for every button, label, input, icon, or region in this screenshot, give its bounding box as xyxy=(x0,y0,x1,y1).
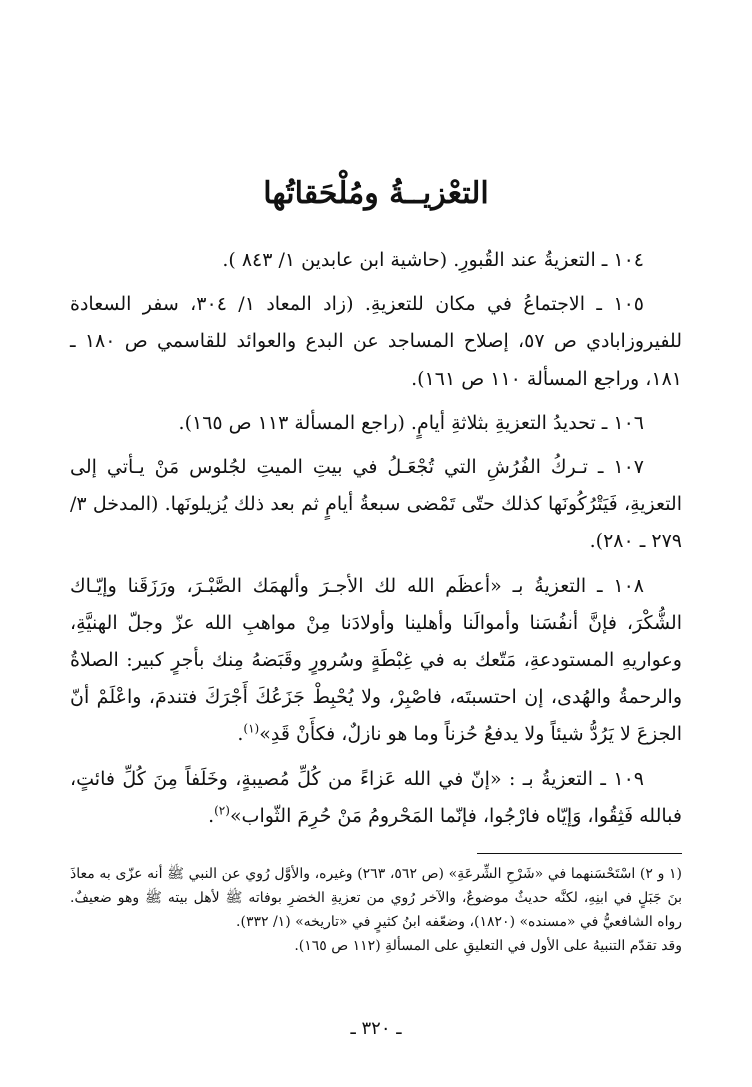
main-text xyxy=(70,242,682,842)
paragraph-107: ١٠٧ ـ تـركُ الفُرُشِ التي تُجْعَـلُ في بيتِ الميتِ لجُلوس مَنْ يـأتي إلى التعزيةِ، فَيَتْرُكُونَها كذلك حتّى تَمْضى سبعةُ أيامٍ ثم بعد ذلك يُزيلونَها. (المدخل ٣/ ٢٧٩ ـ ٢٨٠). xyxy=(70,456,682,553)
paragraph-105: ١٠٥ ـ الاجتماعُ في مكان للتعزيةِ. (زاد المعاد ١/ ٣٠٤، سفر السعادة للفيروزابادي ص ٥٧، إصلاح المساجد عن البدع والعوائد للقاسمي ص ١٨٠ ـ ١٨١، وراجع المسألة ١١٠ ص ١٦١). xyxy=(70,293,683,390)
paragraph-108: ١٠٨ ـ التعزيةُ بـ «أعظَم الله لك الأجـرَ وألهمَك الصَّبْـرَ، ورَزَقَنا وإيّـاك الشُّكْرَ، فإنَّ أنفُسَنا وأموالَنا وأهلينا وأولادَنا مِنْ مواهبِ الله عزّ وجلّ الهنيَّةِ، وعواريهِ المستودعةِ، مَتّعك به في غِبْطَةٍ وسُرورٍ وقَبَضهُ مِنك بأجرٍ كبير: الصلاةُ والرحمةُ والهُدى، إن احتسبتَه، فاصْبِرْ، ولا يُحْبِطْ جَزَعُكَ أَجْرَكَ فتندمَ، واعْلَمْ أنّ الجزعَ لا يَرُدُّ شيئاً ولا يدفعُ حُزناً وما هو نازلٌ، فكأَنْ قَدِ»$^{(١)}$. xyxy=(70,574,682,746)
footnote-mark-1: (١) xyxy=(243,722,260,737)
footnote-note: وقد تقدّم التنبيهُ على الأول في التعليقِ على المسألةِ (١١٢ ص ١٦٥). xyxy=(294,938,682,954)
paragraph-104: ١٠٤ ـ التعزيةُ عند القُبورِ. (حاشية ابن عابدين ١/ ٨٤٣ ). xyxy=(222,249,644,271)
footnote-1-2: (١ و ٢) اسْتَحْسَنهما في «شَرْحِ الشِّرعَةِ» (ص ٥٦٢، ٢٦٣) وغيره، والأوَّل رُوي عن النبي ﷺ أنه عزّى به معاذَ بنَ جَبَلٍ في ابنِهِ، لكنَّه حديثٌ موضوعٌ، والآخر رُوي من تعزيةِ الخضرِ بوفاته ﷺ لأهل بيته ﷺ وهو ضعيفٌ. رواه الشافعيُّ في «مسنده» (١٨٢٠)، وضعّفه ابنُ كثيرٍ في «تاريخه» (١/ ٣٣٢). xyxy=(70,866,682,930)
paragraph-108-text: ١٠٨ ـ التعزيةُ بـ «أعظَم الله لك الأجـرَ وألهمَك الصَّبْـرَ، ورَزَقَنا وإيّـاك الشُّكْرَ، فإنَّ أنفُسَنا وأموالَنا وأهلينا وأولادَنا مِنْ مواهبِ الله عزّ وجلّ الهنيَّةِ، وعواريهِ المستودعةِ، مَتّعك به في غِبْطَةٍ وسُرورٍ وقَبَضهُ مِنك بأجرٍ كبير: الصلاةُ والرحمةُ والهُدى، إن احتسبتَه، فاصْبِرْ، ولا يُحْبِطْ جَزَعُكَ أَجْرَكَ فتندمَ، واعْلَمْ أنّ الجزعَ لا يَرُدُّ شيئاً ولا يدفعُ حُزناً وما هو نازلٌ، فكأَنْ قَدِ» xyxy=(70,574,682,746)
footnote-mark-2: (٢) xyxy=(214,803,230,818)
page-number: ـ ٣٢٠ ـ xyxy=(350,1018,402,1039)
footnotes xyxy=(70,862,682,958)
paragraph-109-text: ١٠٩ ـ التعزيةُ بـ : «إنّ في الله عَزاءً من كُلِّ مُصيبةٍ، وخَلَفاً مِنَ كُلِّ فائتٍ، فبالله فَثِقُوا، وَإيّاه فارْجُوا، فإنّما المَحْرومُ مَنْ حُرِمَ الثّواب» xyxy=(70,767,682,827)
chapter-title: التعْزيــةُ ومُلْحَقاتُها xyxy=(263,176,489,211)
paragraph-109: ١٠٩ ـ التعزيةُ بـ : «إنّ في الله عَزاءً من كُلِّ مُصيبةٍ، وخَلَفاً مِنَ كُلِّ فائتٍ، فبالله فَثِقُوا، وَإيّاه فارْجُوا، فإنّما المَحْرومُ مَنْ حُرِمَ الثّواب»$^{(٢)}$. xyxy=(70,767,682,827)
footnote-divider xyxy=(477,853,682,854)
paragraph-106: ١٠٦ ـ تحديدُ التعزيةِ بثلاثةِ أيامٍ. (راجع المسألة ١١٣ ص ١٦٥). xyxy=(178,411,644,434)
